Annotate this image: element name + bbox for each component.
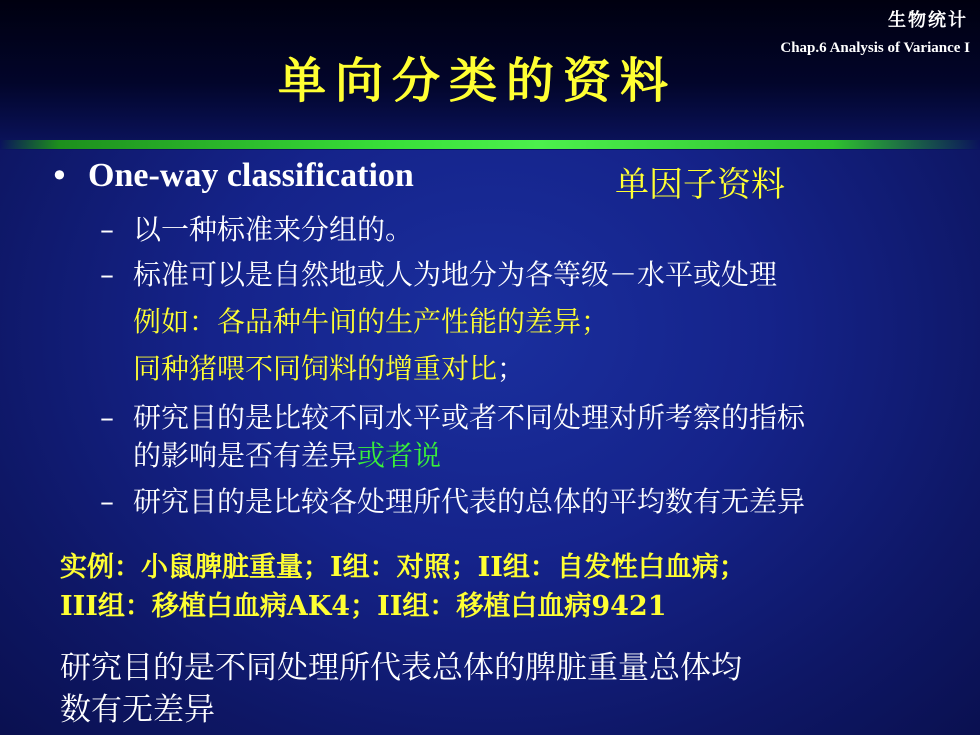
example-line-2-punct: ； [497, 352, 526, 385]
continuation-prefix: 的影响是否有差异 [133, 439, 358, 472]
dash-icon: – [100, 401, 114, 434]
conclusion-line-1: 研究目的是不同处理所代表总体的脾脏重量总体均 [60, 650, 742, 686]
chapter-label: Chap.6 Analysis of Variance I [780, 40, 970, 56]
side-note: 单因子资料 [615, 165, 785, 205]
title-divider [0, 140, 980, 149]
case-line-2: III组：移植白血病AK4；II组：移植白血病9421 [60, 591, 667, 622]
sub-item-4: 研究目的是比较各处理所代表的总体的平均数有无差异 [133, 485, 806, 518]
sub-item-2: 标准可以是自然地或人为地分为各等级－水平或处理 [133, 258, 778, 291]
sub-item-1: 以一种标准来分组的。 [133, 213, 414, 246]
bullet-dot-icon: • [50, 157, 69, 195]
page-title: 单向分类的资料 [278, 53, 678, 109]
sub-item-3: 研究目的是比较不同水平或者不同处理对所考察的指标 [133, 401, 806, 434]
case-line-1: 实例：小鼠脾脏重量；I组：对照；II组：自发性白血病； [60, 552, 746, 583]
course-name: 生物统计 [888, 10, 968, 31]
dash-icon: – [100, 258, 114, 291]
conclusion-line-2: 数有无差异 [60, 692, 215, 728]
example-line-2 [133, 347, 525, 391]
continuation-highlight: 或者说 [357, 439, 442, 472]
sub-item-3-continuation [133, 434, 441, 478]
example-line-2-text: 同种猪喂不同饲料的增重对比 [133, 352, 498, 385]
dash-icon: – [100, 213, 114, 246]
dash-icon: – [100, 485, 114, 518]
example-line-1: 例如：各品种牛间的生产性能的差异； [133, 305, 610, 338]
bullet-heading: One-way classification [88, 157, 414, 194]
